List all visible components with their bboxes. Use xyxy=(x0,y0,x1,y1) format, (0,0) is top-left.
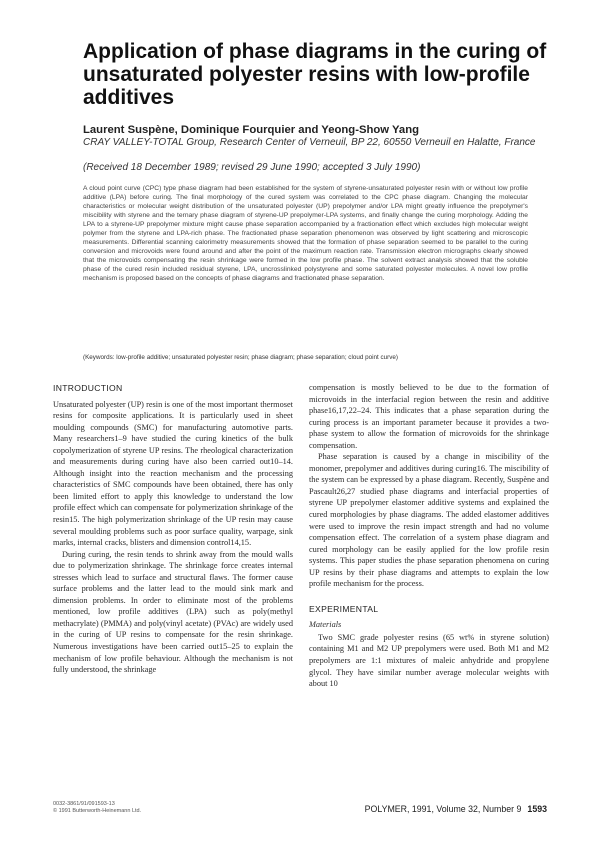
body-paragraph: Unsaturated polyester (UP) resin is one of the most important thermoset resins for composite applications. It is particularly used in sheet moulding compounds (SMC) for manufacturing automotive parts. Many researchers1–9 have studied the curing kinetics of the bulk copolymerization of styrene UP resins. The rheological characterization and measurements during curing have also been carried out10–14. Although insight into the reaction mechanism and the processing characteristics of SMC compounds have been obtained, there has only been limited effort to apply this knowledge to understand the low profile effect which can compensate for polymerization shrinkage of the resin15. The high polymerization shrinkage of the UP resin may cause several moulding problems such as poor surface quality, warpage, sink marks, internal cracks, blisters and dimension control14,15. xyxy=(53,399,293,548)
publisher-line: © 1991 Butterworth-Heinemann Ltd. xyxy=(53,808,142,814)
journal-footer xyxy=(365,804,547,814)
left-column xyxy=(53,382,293,676)
section-heading-experimental: EXPERIMENTAL xyxy=(309,603,379,614)
journal-citation: POLYMER, 1991, Volume 32, Number 9 xyxy=(364,804,522,814)
body-paragraph: Two SMC grade polyester resins (65 wt% in styrene solution) containing M1 and M2 UP prepolymers were used. Both M1 and M2 prepolymers are 1:1 mixtures of maleic anhydride and propylene glycol. They have similar number average molecular weights with about 10 xyxy=(309,632,549,689)
paper-title: Application of phase diagrams in the curing of unsaturated polyester resins with low-profile additives xyxy=(83,40,547,109)
body-paragraph: compensation is mostly believed to be due to the formation of microvoids in the interfacial region between the resin and additive phase16,17,22–24. This indicates that a phase separation during the curing process is an important parameter because it provides a two-phase system to allow the formation of microvoids for the shrinkage compensation. xyxy=(309,383,549,450)
right-column xyxy=(309,382,549,690)
copyright-notice xyxy=(53,801,283,815)
issn-line: 0032-3861/91/091593-13 xyxy=(53,801,115,807)
body-paragraph: Phase separation is caused by a change in miscibility of the monomer, prepolymer and additives during curing16. The miscibility of the system can be expressed by a phase diagram. Recently, Suspène and Pascault26,27 studied phase diagrams and interfacial properties of styrene UP prepolymer elastomer additive systems and explained the cured morphologies by phase diagrams. The added elastomer additives were used to improve the resin impact strength and had no volume compensation effect. The correlation of a system phase diagram and cured morphology can be easily applied for the low profile resin systems. This paper studies the phase separation phenomena on curing UP resins by their phase diagrams and attempts to explain the low profile mechanism for the process. xyxy=(309,452,549,589)
author-list: Laurent Suspène, Dominique Fourquier and Yeong-Show Yang xyxy=(83,124,420,136)
affiliation: CRAY VALLEY-TOTAL Group, Research Center of Verneuil, BP 22, 60550 Verneuil en Halatte, France xyxy=(83,137,536,148)
received-dates: (Received 18 December 1989; revised 29 June 1990; accepted 3 July 1990) xyxy=(83,162,421,173)
keywords: (Keywords: low-profile additive; unsaturated polyester resin; phase diagram; phase separation; cloud point curve) xyxy=(83,354,399,361)
body-paragraph: During curing, the resin tends to shrink away from the mould walls due to polymerization shrinkage. The shrinkage force creates internal stresses which lead to surface and structural flaws. The former cause surface problems and the latter lead to the mould sink mark and dimension problems. In order to eliminate most of the problems mentioned, low profile additives (LPA) such as poly(methyl methacrylate) (PMMA) and poly(vinyl acetate) (PVAc) are widely used in the curing of UP resins to compensate for the resin shrinkage. Numerous investigations have been carried out15–25 to explain the mechanism of low profile behaviour. Although the mechanism is not fully understood, the shrinkage xyxy=(53,549,293,675)
page-number: 1593 xyxy=(527,804,547,814)
subsection-heading-materials: Materials xyxy=(309,620,342,630)
abstract: A cloud point curve (CPC) type phase diagram had been established for the system of styrene-unsaturated polyester resin with or without low profile additive (LPA) before curing. The final morphology of the cured system was correlated to the CPC phase diagram. Changing the molecular characteristics or molecular weight distribution of the unsaturated polyester (UP) prepolymer and/or LPA might greatly influence the prepolymer's miscibility with styrene and the ternary phase diagram of styrene-UP prepolymer-LPA systems, and finally change the curing morphology. Adding the LPA to a styrene-UP prepolymer mixture might cause phase separation accompanied by a fractionation effect which excludes high molecular weight polymer from the styrene and LPA-rich phase. The fractionated phase separation phenomenon was observed by light scattering and microscopic measurements. Differential scanning calorimetry measurements showed that the formation of phase separation seemed to be parallel to the curing conversion and microvoids were found around and after the point of the maximum reaction rate. Transmission electron micrographs clearly showed that the microvoids compensating the resin shrinkage were formed in the low profile phase. The solvent extract analysis showed that the soluble phase of the cured resin included residual styrene, LPA, uncrosslinked polystyrene and some saturated polyester molecules. A novel low profile mechanism is proposed based on the concepts of phase diagrams and fractionated phase separation. xyxy=(83,185,528,282)
section-heading-introduction: INTRODUCTION xyxy=(53,383,123,393)
